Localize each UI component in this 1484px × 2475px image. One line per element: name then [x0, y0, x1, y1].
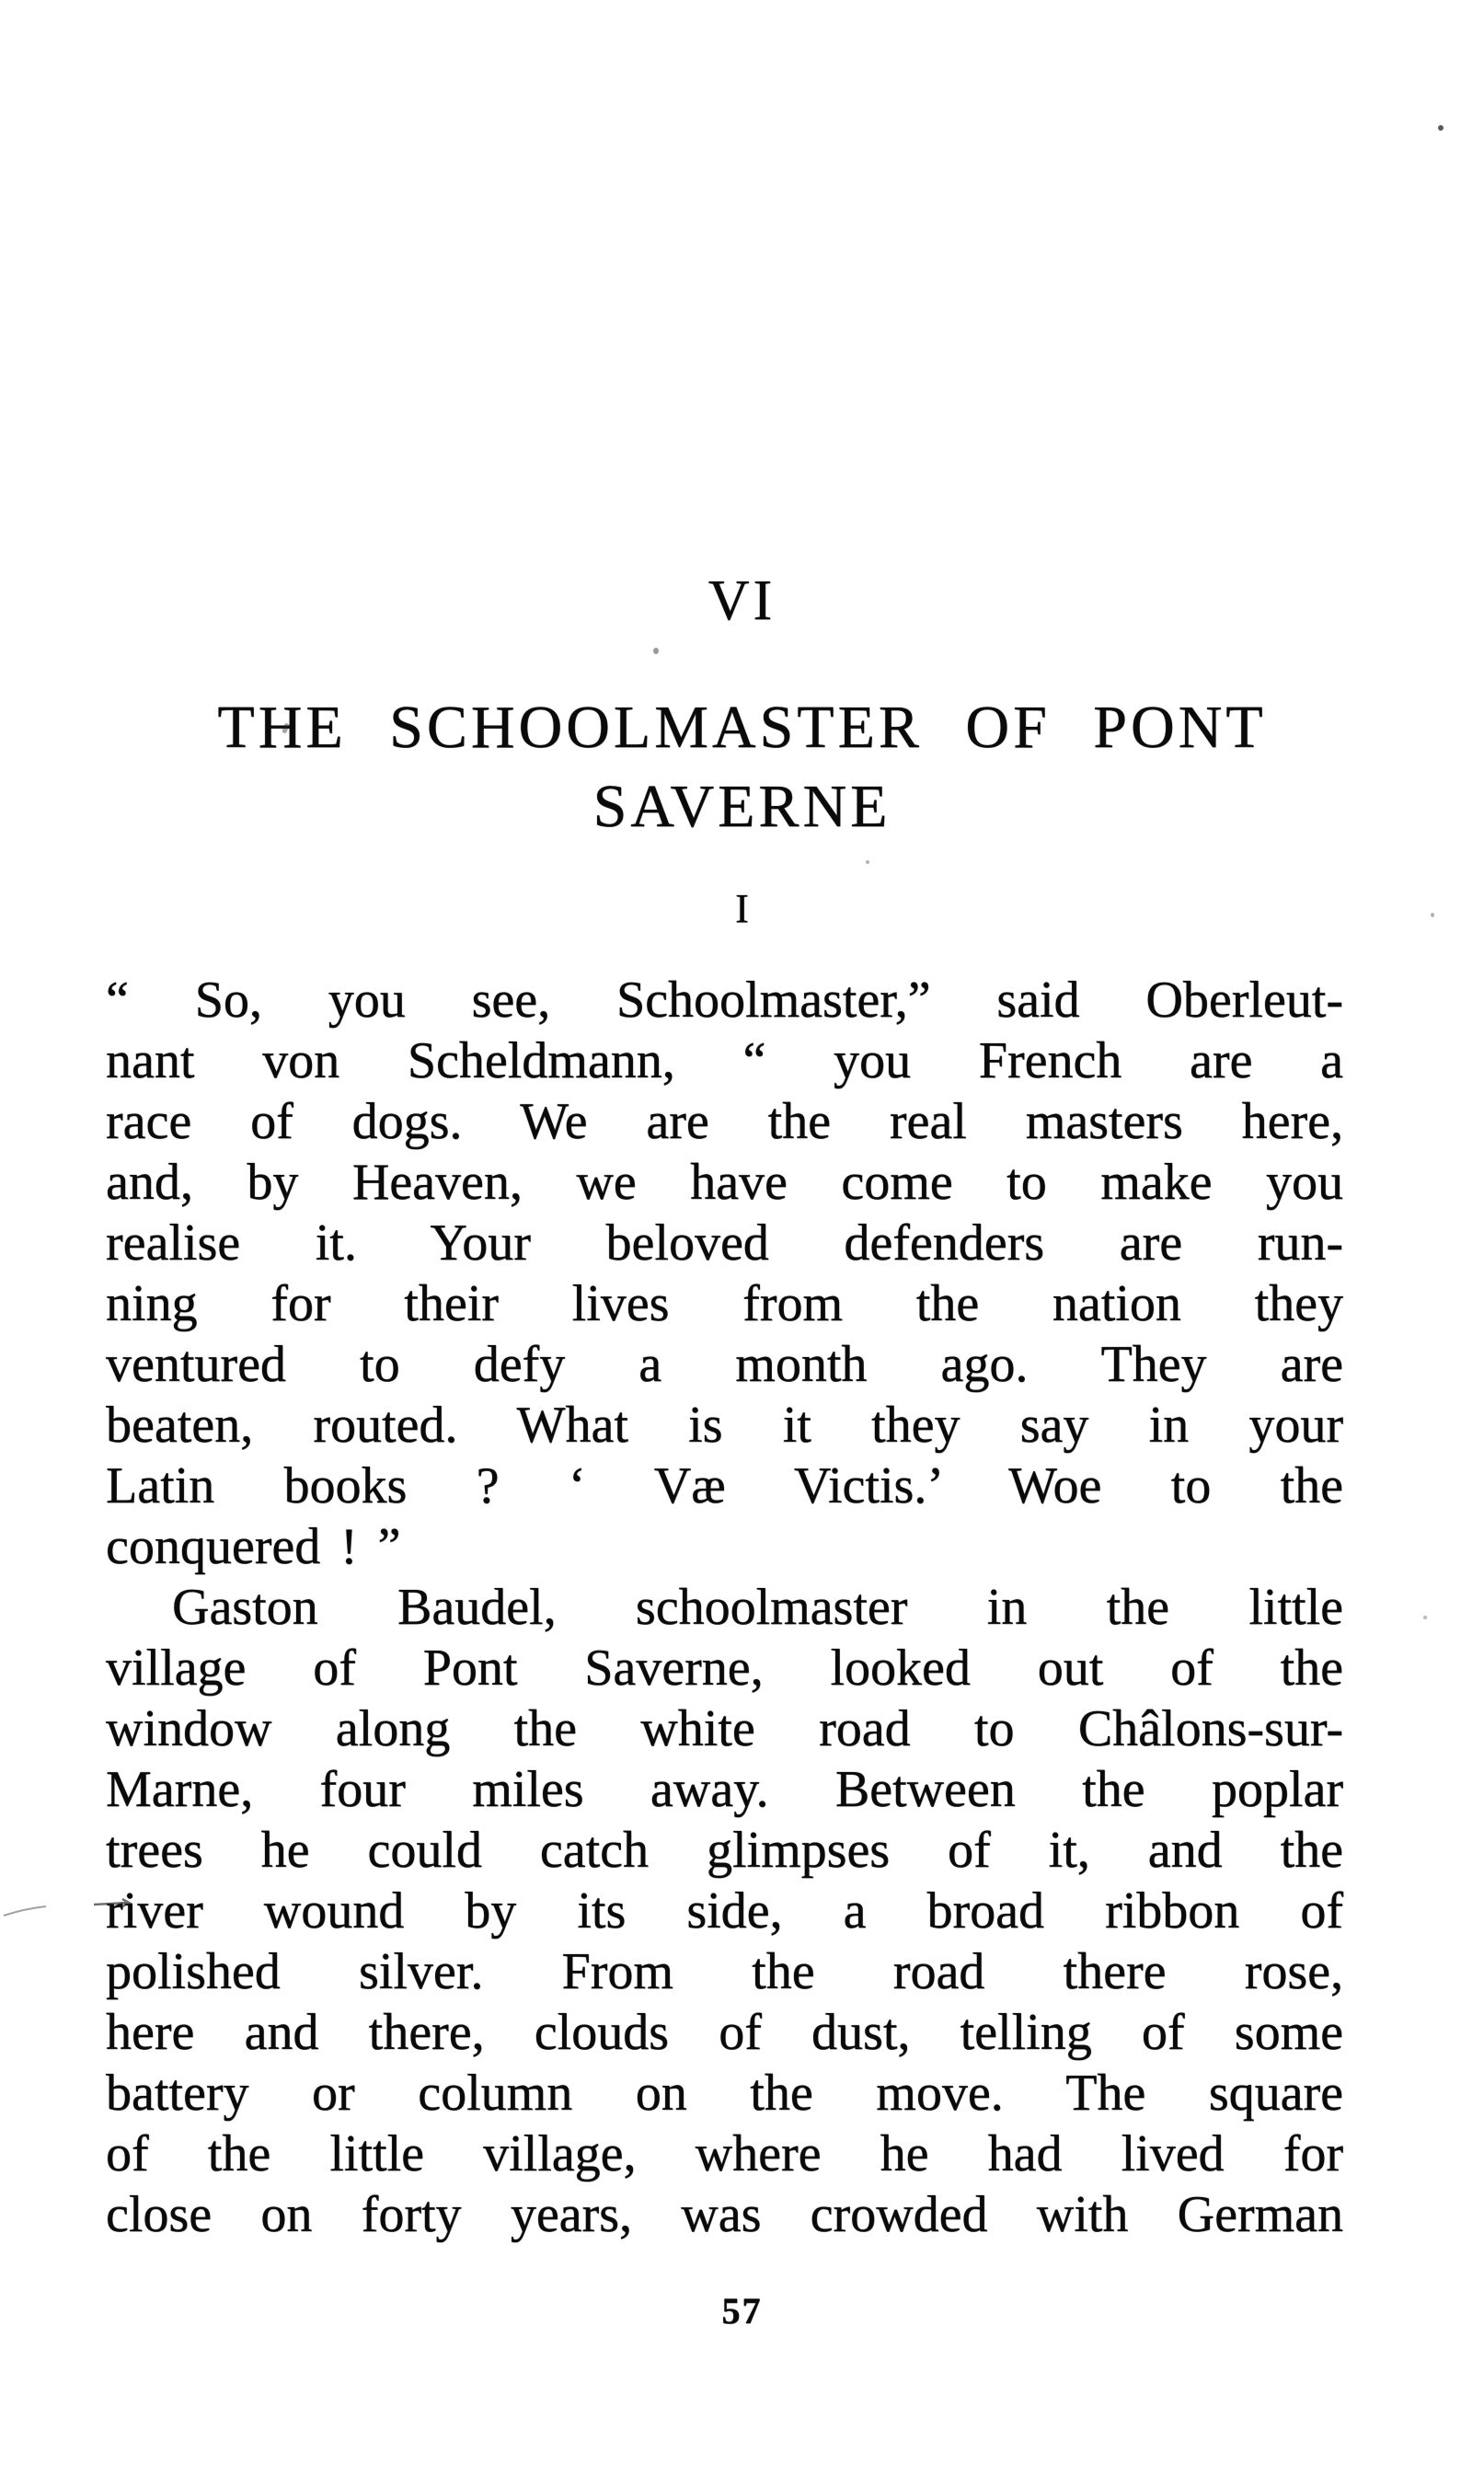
- page-number: 57: [721, 2290, 763, 2331]
- chapter-title: [0, 688, 1484, 846]
- scan-speck: [1431, 913, 1434, 917]
- text-line: conquered ! ”: [106, 1518, 401, 1575]
- chapter-title-line-1: THE SCHOOLMASTER OF PONT: [217, 694, 1267, 761]
- text-line: polished silver. From the road there rose,: [106, 1943, 1343, 2000]
- text-line: window along the white road to Châlons-sur-: [106, 1700, 1343, 1757]
- text-line: and, by Heaven, we have come to make you: [106, 1154, 1343, 1211]
- paragraph-2: [106, 1577, 1343, 2245]
- scan-speck: [866, 860, 869, 864]
- text-line: realise it. Your beloved defenders are run-: [106, 1214, 1343, 1272]
- text-line: battery or column on the move. The square: [106, 2065, 1343, 2122]
- scan-speck: [653, 648, 659, 654]
- section-marker: I: [735, 886, 749, 931]
- text-line: village of Pont Saverne, looked out of the: [106, 1640, 1343, 1697]
- scan-speck: [1438, 125, 1444, 131]
- text-line: beaten, routed. What is it they say in your: [106, 1397, 1343, 1454]
- text-line: river wound by its side, a broad ribbon of: [106, 1882, 1343, 1940]
- text-line: of the little village, where he had lived for: [106, 2125, 1343, 2182]
- text-line: close on forty years, was crowded with German: [106, 2186, 1343, 2243]
- text-line: “ So, you see, Schoolmaster,” said Oberleut-: [106, 972, 1343, 1029]
- text-line: ventured to defy a month ago. They are: [106, 1336, 1343, 1393]
- body-text: [106, 970, 1343, 2245]
- text-line: Latin books ? ‘ Væ Victis.’ Woe to the: [106, 1457, 1343, 1514]
- text-line: Marne, four miles away. Between the poplar: [106, 1761, 1343, 1818]
- text-line: race of dogs. We are the real masters here,: [106, 1093, 1343, 1150]
- text-line: trees he could catch glimpses of it, and the: [106, 1822, 1343, 1879]
- chapter-title-line-2: SAVERNE: [592, 773, 892, 840]
- scan-speck: [1423, 1616, 1427, 1619]
- paragraph-1: [106, 970, 1343, 1577]
- text-line: here and there, clouds of dust, telling of some: [106, 2004, 1343, 2061]
- text-line: nant von Scheldmann, “ you French are a: [106, 1032, 1343, 1089]
- text-line: Gaston Baudel, schoolmaster in the little: [172, 1579, 1343, 1636]
- chapter-number: VI: [707, 570, 777, 632]
- text-line: ning for their lives from the nation they: [106, 1275, 1343, 1332]
